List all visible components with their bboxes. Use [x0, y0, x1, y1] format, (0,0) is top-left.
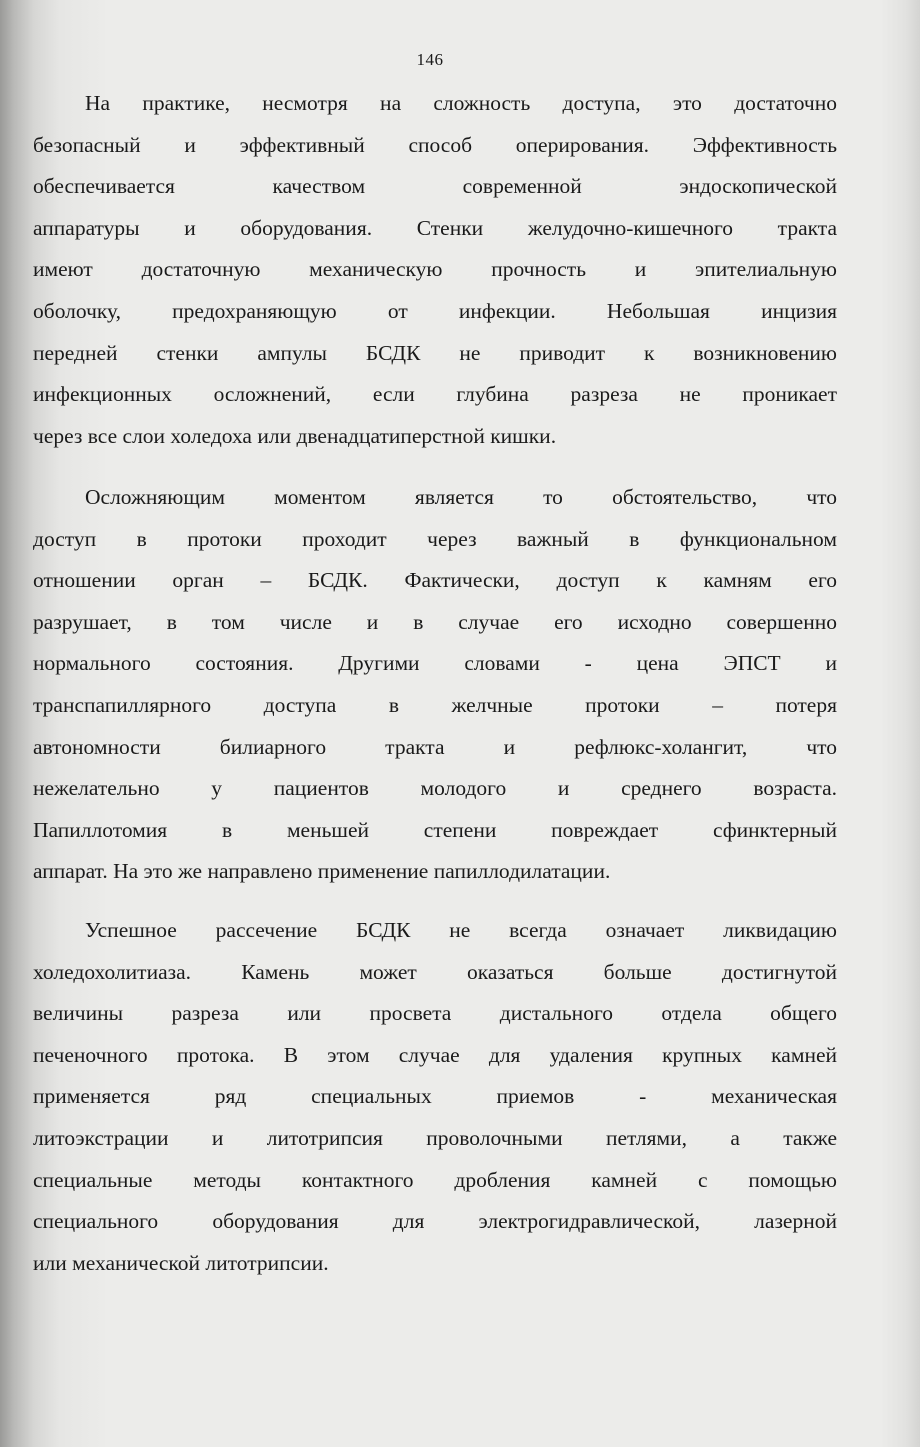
- text-line: аппаратуры и оборудования. Стенки желудочно-кишечного тракта: [33, 215, 837, 240]
- text-line: разрушает, в том числе и в случае его исходно совершенно: [33, 609, 837, 634]
- text-line: специального оборудования для электрогидравлической, лазерной: [33, 1209, 837, 1234]
- text-line: нежелательно у пациентов молодого и среднего возраста.: [33, 776, 837, 801]
- text-line: инфекционных осложнений, если глубина разреза не проникает: [33, 382, 837, 407]
- text-line: Осложняющим моментом является то обстоятельство, что: [85, 485, 837, 509]
- text-line: Папиллотомия в меньшей степени повреждает сфинктерный: [33, 817, 837, 842]
- text-line: безопасный и эффективный способ оперирования. Эффективность: [33, 132, 837, 157]
- text-line: оболочку, предохраняющую от инфекции. Небольшая инцизия: [33, 298, 837, 323]
- text-line: передней стенки ампулы БСДК не приводит к возникновению: [33, 340, 837, 365]
- page-number: 146: [416, 50, 444, 69]
- text-line: специальные методы контактного дробления камней с помощью: [33, 1167, 837, 1192]
- text-line: или механической литотрипсии.: [33, 1250, 329, 1275]
- text-line: доступ в протоки проходит через важный в функциональном: [33, 526, 837, 551]
- text-line: печеночного протока. В этом случае для удаления крупных камней: [33, 1042, 837, 1067]
- text-line: нормального состояния. Другими словами - цена ЭПСТ и: [33, 651, 837, 676]
- text-line: применяется ряд специальных приемов - механическая: [33, 1084, 837, 1109]
- text-line: через все слои холедоха или двенадцатиперстной кишки.: [33, 423, 557, 448]
- paragraph: [33, 83, 837, 457]
- text-line: На практике, несмотря на сложность доступа, это достаточно: [85, 91, 837, 115]
- text-line: литоэкстрации и литотрипсия проволочными петлями, а также: [33, 1125, 837, 1150]
- paragraph: [33, 910, 837, 1284]
- text-line: имеют достаточную механическую прочность и эпителиальную: [33, 257, 837, 282]
- text-line: обеспечивается качеством современной эндоскопической: [33, 174, 837, 199]
- text-line: автономности билиарного тракта и рефлюкс-холангит, что: [33, 734, 837, 759]
- text-line: аппарат. На это же направлено применение папиллодилатации.: [33, 859, 611, 884]
- text-line: величины разреза или просвета дистального отдела общего: [33, 1001, 837, 1026]
- text-line: транспапиллярного доступа в желчные протоки – потеря: [33, 692, 837, 717]
- paragraph: [33, 477, 837, 893]
- text-line: Успешное рассечение БСДК не всегда означает ликвидацию: [85, 918, 837, 942]
- text-line: отношении орган – БСДК. Фактически, доступ к камням его: [33, 568, 837, 593]
- text-line: холедохолитиаза. Камень может оказаться больше достигнутой: [33, 959, 837, 984]
